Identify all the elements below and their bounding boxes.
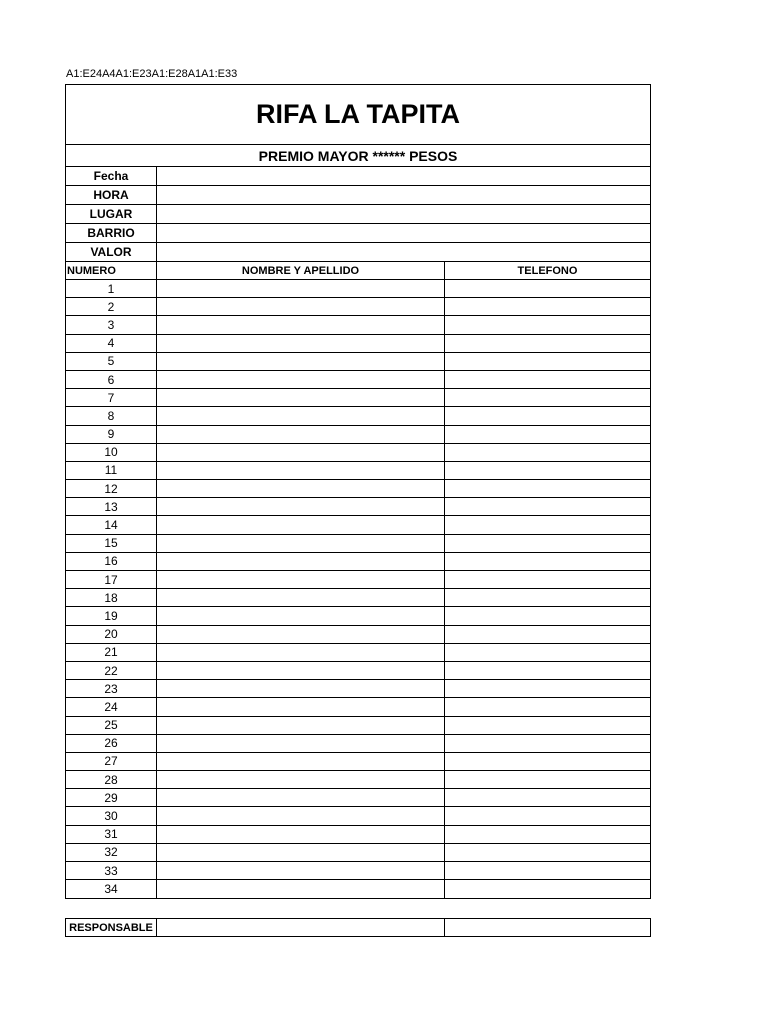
phone-field[interactable] xyxy=(445,880,650,898)
responsable-label: RESPONSABLE xyxy=(66,919,157,936)
phone-field[interactable] xyxy=(445,626,650,643)
phone-field[interactable] xyxy=(445,644,650,661)
row-number: 22 xyxy=(66,662,157,679)
name-field[interactable] xyxy=(157,480,445,497)
info-label: LUGAR xyxy=(66,205,157,223)
table-row xyxy=(66,662,650,680)
row-number: 11 xyxy=(66,462,157,479)
name-field[interactable] xyxy=(157,444,445,461)
name-field[interactable] xyxy=(157,553,445,570)
name-field[interactable] xyxy=(157,571,445,588)
row-number: 9 xyxy=(66,426,157,443)
phone-field[interactable] xyxy=(445,680,650,697)
table-row xyxy=(66,826,650,844)
table-row xyxy=(66,844,650,862)
row-number: 28 xyxy=(66,771,157,788)
name-field[interactable] xyxy=(157,862,445,879)
header-nombre: NOMBRE Y APELLIDO xyxy=(157,262,445,279)
phone-field[interactable] xyxy=(445,553,650,570)
table-row xyxy=(66,353,650,371)
name-field[interactable] xyxy=(157,698,445,715)
table-row xyxy=(66,698,650,716)
phone-field[interactable] xyxy=(445,862,650,879)
row-number: 34 xyxy=(66,880,157,898)
prize-line: PREMIO MAYOR ****** PESOS xyxy=(66,145,650,167)
header-telefono: TELEFONO xyxy=(517,264,578,277)
name-field[interactable] xyxy=(157,280,445,297)
name-field[interactable] xyxy=(157,807,445,824)
row-number: 20 xyxy=(66,626,157,643)
info-row xyxy=(66,243,650,262)
name-field[interactable] xyxy=(157,389,445,406)
phone-field[interactable] xyxy=(445,407,650,424)
row-number: 10 xyxy=(66,444,157,461)
name-field[interactable] xyxy=(157,353,445,370)
row-number: 31 xyxy=(66,826,157,843)
name-field[interactable] xyxy=(157,498,445,515)
name-field[interactable] xyxy=(157,516,445,533)
info-label: Fecha xyxy=(66,167,157,185)
name-field[interactable] xyxy=(157,771,445,788)
table-row xyxy=(66,335,650,353)
responsable-row xyxy=(65,918,651,937)
name-field[interactable] xyxy=(157,789,445,806)
row-number: 29 xyxy=(66,789,157,806)
phone-field[interactable] xyxy=(445,589,650,606)
info-value-field[interactable] xyxy=(157,243,650,261)
name-field[interactable] xyxy=(157,717,445,734)
table-row xyxy=(66,771,650,789)
row-number: 12 xyxy=(66,480,157,497)
row-number: 13 xyxy=(66,498,157,515)
table-row xyxy=(66,680,650,698)
name-field[interactable] xyxy=(157,826,445,843)
table-row xyxy=(66,371,650,389)
table-row xyxy=(66,280,650,298)
table-row xyxy=(66,407,650,425)
row-number: 7 xyxy=(66,389,157,406)
phone-field[interactable] xyxy=(445,807,650,824)
phone-field[interactable] xyxy=(445,498,650,515)
name-field[interactable] xyxy=(157,535,445,552)
row-number: 33 xyxy=(66,862,157,879)
info-row xyxy=(66,224,650,243)
name-field[interactable] xyxy=(157,462,445,479)
name-field[interactable] xyxy=(157,607,445,624)
row-number: 2 xyxy=(66,298,157,315)
phone-field[interactable] xyxy=(445,426,650,443)
table-row xyxy=(66,753,650,771)
phone-field[interactable] xyxy=(445,298,650,315)
phone-field[interactable] xyxy=(445,353,650,370)
table-header xyxy=(66,262,650,280)
info-value-field[interactable] xyxy=(157,205,650,223)
phone-field[interactable] xyxy=(445,371,650,388)
info-value-field[interactable] xyxy=(157,167,650,185)
header-numero: NUMERO xyxy=(66,262,157,279)
table-row xyxy=(66,717,650,735)
phone-field[interactable] xyxy=(445,535,650,552)
row-number: 14 xyxy=(66,516,157,533)
table-row xyxy=(66,498,650,516)
phone-field[interactable] xyxy=(445,844,650,861)
row-number: 23 xyxy=(66,680,157,697)
phone-field[interactable] xyxy=(445,516,650,533)
table-row xyxy=(66,462,650,480)
row-number: 32 xyxy=(66,844,157,861)
name-field[interactable] xyxy=(157,753,445,770)
info-label: BARRIO xyxy=(66,224,157,242)
row-number: 21 xyxy=(66,644,157,661)
row-number: 6 xyxy=(66,371,157,388)
table-row xyxy=(66,553,650,571)
row-number: 18 xyxy=(66,589,157,606)
row-number: 8 xyxy=(66,407,157,424)
table-row xyxy=(66,535,650,553)
table-row xyxy=(66,807,650,825)
table-row xyxy=(66,571,650,589)
phone-field[interactable] xyxy=(445,771,650,788)
table-row xyxy=(66,444,650,462)
phone-field[interactable] xyxy=(445,389,650,406)
phone-field[interactable] xyxy=(445,717,650,734)
row-number: 25 xyxy=(66,717,157,734)
table-row xyxy=(66,316,650,334)
phone-field[interactable] xyxy=(445,789,650,806)
phone-field[interactable] xyxy=(445,462,650,479)
name-field[interactable] xyxy=(157,735,445,752)
phone-field[interactable] xyxy=(445,280,650,297)
name-field[interactable] xyxy=(157,589,445,606)
responsable-field[interactable] xyxy=(157,919,445,936)
table-row xyxy=(66,735,650,753)
phone-field[interactable] xyxy=(445,753,650,770)
phone-field[interactable] xyxy=(445,316,650,333)
name-field[interactable] xyxy=(157,426,445,443)
name-field[interactable] xyxy=(157,298,445,315)
row-number: 30 xyxy=(66,807,157,824)
name-field[interactable] xyxy=(157,880,445,898)
phone-field[interactable] xyxy=(445,735,650,752)
row-number: 17 xyxy=(66,571,157,588)
name-field[interactable] xyxy=(157,844,445,861)
phone-field[interactable] xyxy=(445,607,650,624)
name-field[interactable] xyxy=(157,335,445,352)
name-field[interactable] xyxy=(157,680,445,697)
table-row xyxy=(66,862,650,880)
row-number: 16 xyxy=(66,553,157,570)
info-label: HORA xyxy=(66,186,157,204)
phone-field[interactable] xyxy=(445,480,650,497)
name-field[interactable] xyxy=(157,626,445,643)
name-field[interactable] xyxy=(157,316,445,333)
responsable-extra-field[interactable] xyxy=(445,919,650,936)
table-row xyxy=(66,426,650,444)
row-number: 5 xyxy=(66,353,157,370)
table-row xyxy=(66,589,650,607)
table-row xyxy=(66,789,650,807)
phone-field[interactable] xyxy=(445,571,650,588)
table-row xyxy=(66,298,650,316)
row-number: 1 xyxy=(66,280,157,297)
info-fields xyxy=(66,167,650,262)
table-row xyxy=(66,644,650,662)
table-row xyxy=(66,626,650,644)
info-row xyxy=(66,205,650,224)
table-row xyxy=(66,880,650,898)
table-row xyxy=(66,480,650,498)
row-number: 19 xyxy=(66,607,157,624)
table-row xyxy=(66,516,650,534)
info-row xyxy=(66,167,650,186)
name-field[interactable] xyxy=(157,662,445,679)
row-number: 15 xyxy=(66,535,157,552)
name-field[interactable] xyxy=(157,644,445,661)
table-body xyxy=(66,280,650,898)
table-row xyxy=(66,607,650,625)
raffle-sheet xyxy=(65,84,651,899)
phone-field[interactable] xyxy=(445,826,650,843)
range-label: A1:E24A4A1:E23A1:E28A1A1:E33 xyxy=(66,68,238,80)
row-number: 3 xyxy=(66,316,157,333)
row-number: 24 xyxy=(66,698,157,715)
info-value-field[interactable] xyxy=(157,224,650,242)
phone-field[interactable] xyxy=(445,662,650,679)
info-row xyxy=(66,186,650,205)
name-field[interactable] xyxy=(157,371,445,388)
row-number: 4 xyxy=(66,335,157,352)
table-row xyxy=(66,389,650,407)
info-label: VALOR xyxy=(66,243,157,261)
phone-field[interactable] xyxy=(445,698,650,715)
page-title: RIFA LA TAPITA xyxy=(66,85,650,145)
row-number: 27 xyxy=(66,753,157,770)
info-value-field[interactable] xyxy=(157,186,650,204)
name-field[interactable] xyxy=(157,407,445,424)
phone-field[interactable] xyxy=(445,444,650,461)
phone-field[interactable] xyxy=(445,335,650,352)
row-number: 26 xyxy=(66,735,157,752)
